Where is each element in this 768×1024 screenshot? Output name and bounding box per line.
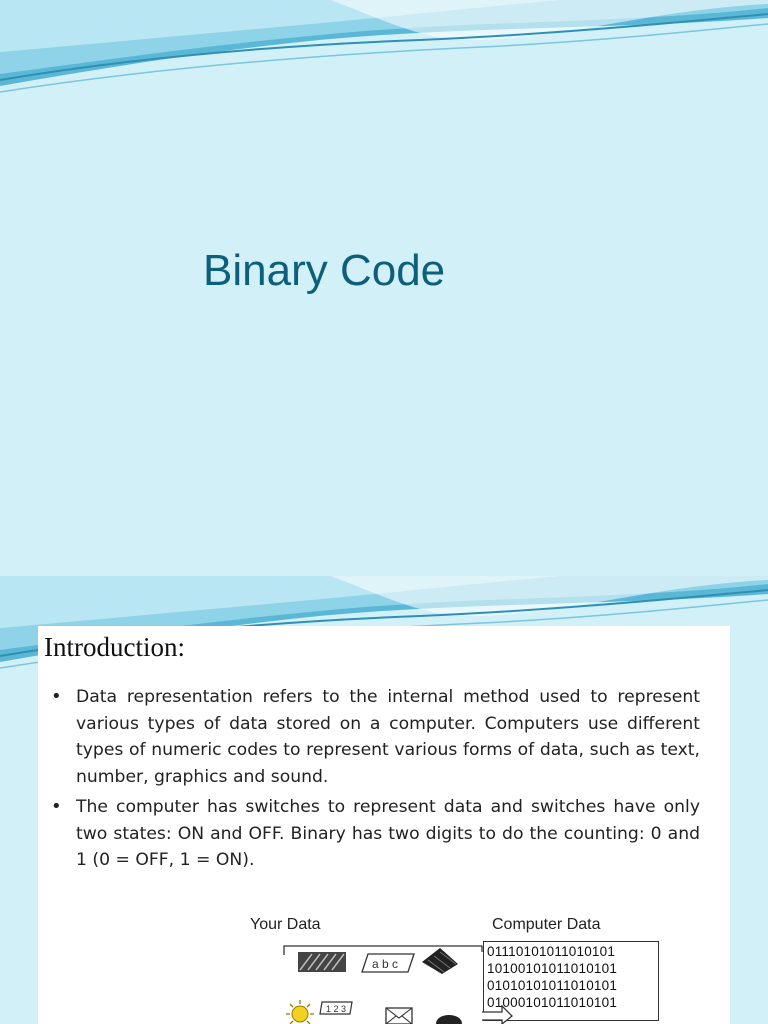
- bullet-item: • The computer has switches to represent data and switches have only two states: ON and OFF. Binary has two digits to do the counting: 0 and 1 (0 = OFF, 1 = ON).: [48, 794, 700, 874]
- num-label: 1 2 3: [326, 1004, 347, 1014]
- binary-row: 01000101011010101: [487, 995, 618, 1010]
- data-types-illustration: [236, 864, 486, 974]
- your-data-label: Your Data: [250, 916, 321, 933]
- section-heading: Introduction:: [44, 632, 185, 662]
- graphics-icon: [298, 952, 346, 972]
- mail-icon: [386, 1008, 412, 1024]
- binary-row: 10100101011010101: [487, 961, 618, 976]
- bullet-item: • Data representation refers to the internal method used to represent various types of data stored on a computer. Computers use different types of numeric codes to represent various forms of data, such as text, number, graphics and sound.: [48, 684, 700, 790]
- abc-label: a b c: [372, 957, 399, 971]
- computer-data-label: Computer Data: [492, 916, 601, 933]
- number-icon: [320, 1002, 352, 1014]
- slide-title: Binary Code: [203, 246, 446, 295]
- sun-icon: [286, 1000, 314, 1024]
- bullet-list: [48, 684, 700, 878]
- wave-banner: [0, 0, 768, 110]
- arrow-icon: [482, 1006, 512, 1024]
- dome-icon: [436, 1015, 462, 1024]
- binary-row: 01010101011010101: [487, 978, 618, 993]
- bottom-icons: [276, 994, 516, 1024]
- text-icon: [362, 954, 414, 972]
- storage-icon: [422, 948, 458, 974]
- binary-row: 01110101011010101: [487, 944, 616, 959]
- content-slide: [0, 576, 768, 1024]
